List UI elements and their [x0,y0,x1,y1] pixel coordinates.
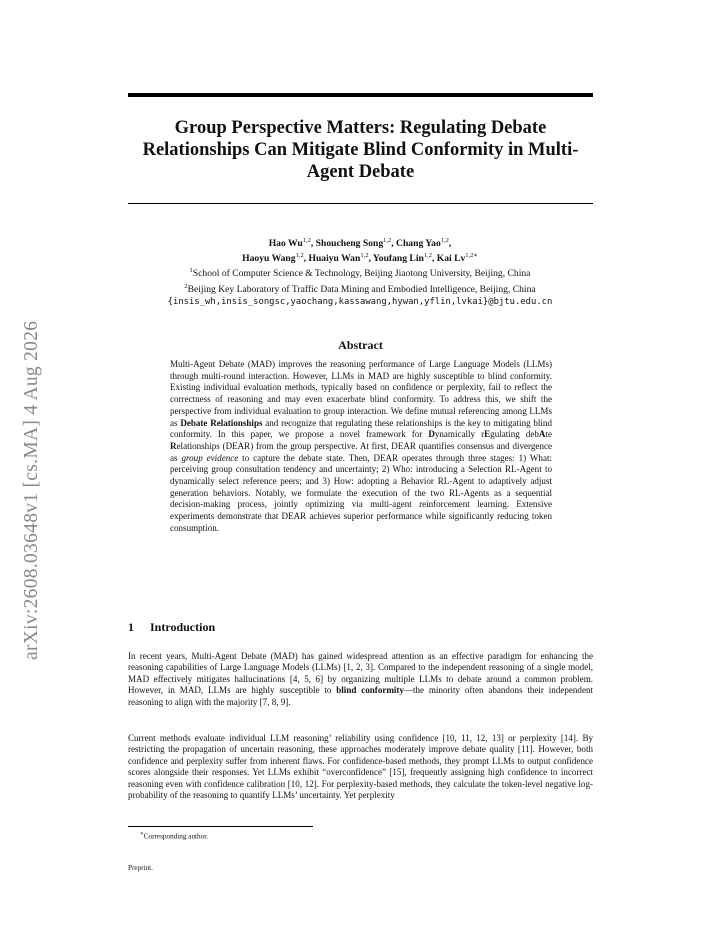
abstract-emphasis: group evidence [181,452,239,463]
author-affiliation-mark: 1,2 [423,252,432,260]
paragraph-text: —the minority often abandons their independent reasoning to align with the majority [7, 8, 9]. [128,685,594,707]
author-separator: , [391,238,397,250]
preprint-label: Preprint. [128,864,153,872]
author-name: Hao Wu [268,238,303,250]
footnote [140,831,208,840]
author-affiliation-mark: 1,2 [383,237,392,244]
acronym-letter: D [428,429,435,440]
author-name: Shoucheng Song [315,238,384,250]
author-name: Kai Lv [436,253,466,265]
abstract-text: gulating deb [490,429,539,440]
author-separator: , [448,238,452,250]
abstract-text: te [545,429,552,440]
author-line-1 [100,235,620,250]
author-affiliation-mark: 1,2 [440,237,449,244]
author-separator: , [431,253,437,265]
abstract-body [170,359,552,535]
section-heading [128,620,215,635]
acronym-letter: R [170,440,177,451]
author-affiliation-mark: 1,2 [360,252,369,260]
author-block [100,235,620,308]
footnote-rule [128,826,313,827]
author-separator: , [310,238,316,250]
arxiv-identifier-text: arXiv:2608.03648v1 [cs.MA] 4 Aug 2026 [21,320,42,660]
affiliation-2-mark: 2 [184,282,188,290]
abstract-text: elationships (DEAR) from the group perspective. At first, DEAR quantifies consensus and divergence as [170,440,552,463]
acronym-letter: A [538,429,546,440]
footnote-mark: ∗ [140,831,144,837]
acronym-letter: E [484,429,491,440]
section-number: 1 [128,620,134,634]
affiliation-1-text: School of Computer Science & Technology, Beijing Jiaotong University, Beijing, China [192,268,531,280]
author-separator: , [368,253,373,265]
paragraph-text: In recent years, Multi-Agent Debate (MAD) has gained widespread attention as an effective paradigm for enhancing the reasoning capabilities of Large Language Models (LLMs) [1, 2, 3]. Compared to the independent reasoning of a single model, MAD effectively mitigates hallucinations [4, 5, 6] by organizing multiple LLMs to debate around a common problem. However, in MAD, LLMs are highly susceptible to [128,651,593,696]
intro-paragraph-1 [128,651,593,708]
author-affiliation-mark: 1,2 [295,252,304,260]
author-affiliation-mark: 1,2∗ [465,252,478,260]
title-bottom-rule [128,203,593,204]
affiliation-1-mark: 1 [189,267,193,275]
author-line-2 [100,250,620,265]
abstract-text: to capture the debate state. Then, DEAR operates through three stages: 1) What: perceiving group consultation tendency and uncertainty; 2) Who: introducing a Selection RL-Agent to dynamically select reference peers; and 3) How: adopting a Behavior RL-Agent to adaptively adjust generation behaviors. Notably, we formulate the execution of the two RL-Agents as a sequential decision-making process, jointly optimizing via multi-agent reinforcement learning. Extensive experiments demonstrate that DEAR achieves superior performance while significantly reducing token consumption. [170,452,552,533]
author-name: Huaiyu Wan [308,253,361,265]
affiliation-1 [100,265,620,280]
section-title: Introduction [150,620,216,634]
abstract-heading: Abstract [338,338,383,352]
abstract-bold-term: Debate Relationships [180,417,263,428]
author-name: Chang Yao [396,238,441,250]
abstract-text: and recognize that regulating these relationships is the key to mitigating blind conformity. In this paper, we propose a novel framework for [170,417,552,440]
author-name: Youfang Lin [372,253,424,265]
author-name: Haoyu Wang [242,253,296,265]
abstract-text: Multi-Agent Debate (MAD) improves the reasoning performance of Large Language Models (LLMs) through multi-round interaction. However, LLMs in MAD are highly susceptible to blind conformity. Existing individual evaluation methods, typically based on confidence or perplexity, fail to reflect the correctness of reasoning and may even exacerbate blind conformity. To address this, we shift the perspective from individual evaluation to group interaction. We define mutual referencing among LLMs as [170,359,552,428]
paragraph-bold-term: blind conformity [336,685,404,696]
affiliation-2 [100,281,620,296]
paper-title: Group Perspective Matters: Regulating Debate Relationships Can Mitigate Blind Conformity in Multi-Agent Debate [142,118,579,182]
author-emails: {insis_wh,insis_songsc,yaochang,kassawang,hywan,yflin,lvkai}@bjtu.edu.cn [167,296,553,307]
footnote-text: Corresponding author. [143,832,209,841]
author-affiliation-mark: 1,2 [302,237,311,244]
intro-paragraph-2: Current methods evaluate individual LLM reasoning’ reliability using confidence [10, 11, 12, 13] or perplexity [14]. By restricting the propagation of uncertain reasoning, these approaches moderately improve debate quality [11]. However, both confidence and perplexity suffer from inherent flaws. For confidence-based methods, they prompt LLMs to output confidence scores alongside their responses. Yet LLMs exhibit “overconfidence” [15], frequently assigning high confidence to incorrect reasoning even with confidence calibration [10, 12]. For perplexity-based methods, they calculate the token-level negative log-probability of the reasoning to quantify LLMs’ uncertainty. Yet perplexity [128,733,593,801]
abstract-text: ynamically r [434,429,485,440]
author-separator: , [303,253,309,265]
title-top-rule [128,93,593,97]
affiliation-2-text: Beijing Key Laboratory of Traffic Data Mining and Embodied Intelligence, Beijing, China [187,283,536,295]
